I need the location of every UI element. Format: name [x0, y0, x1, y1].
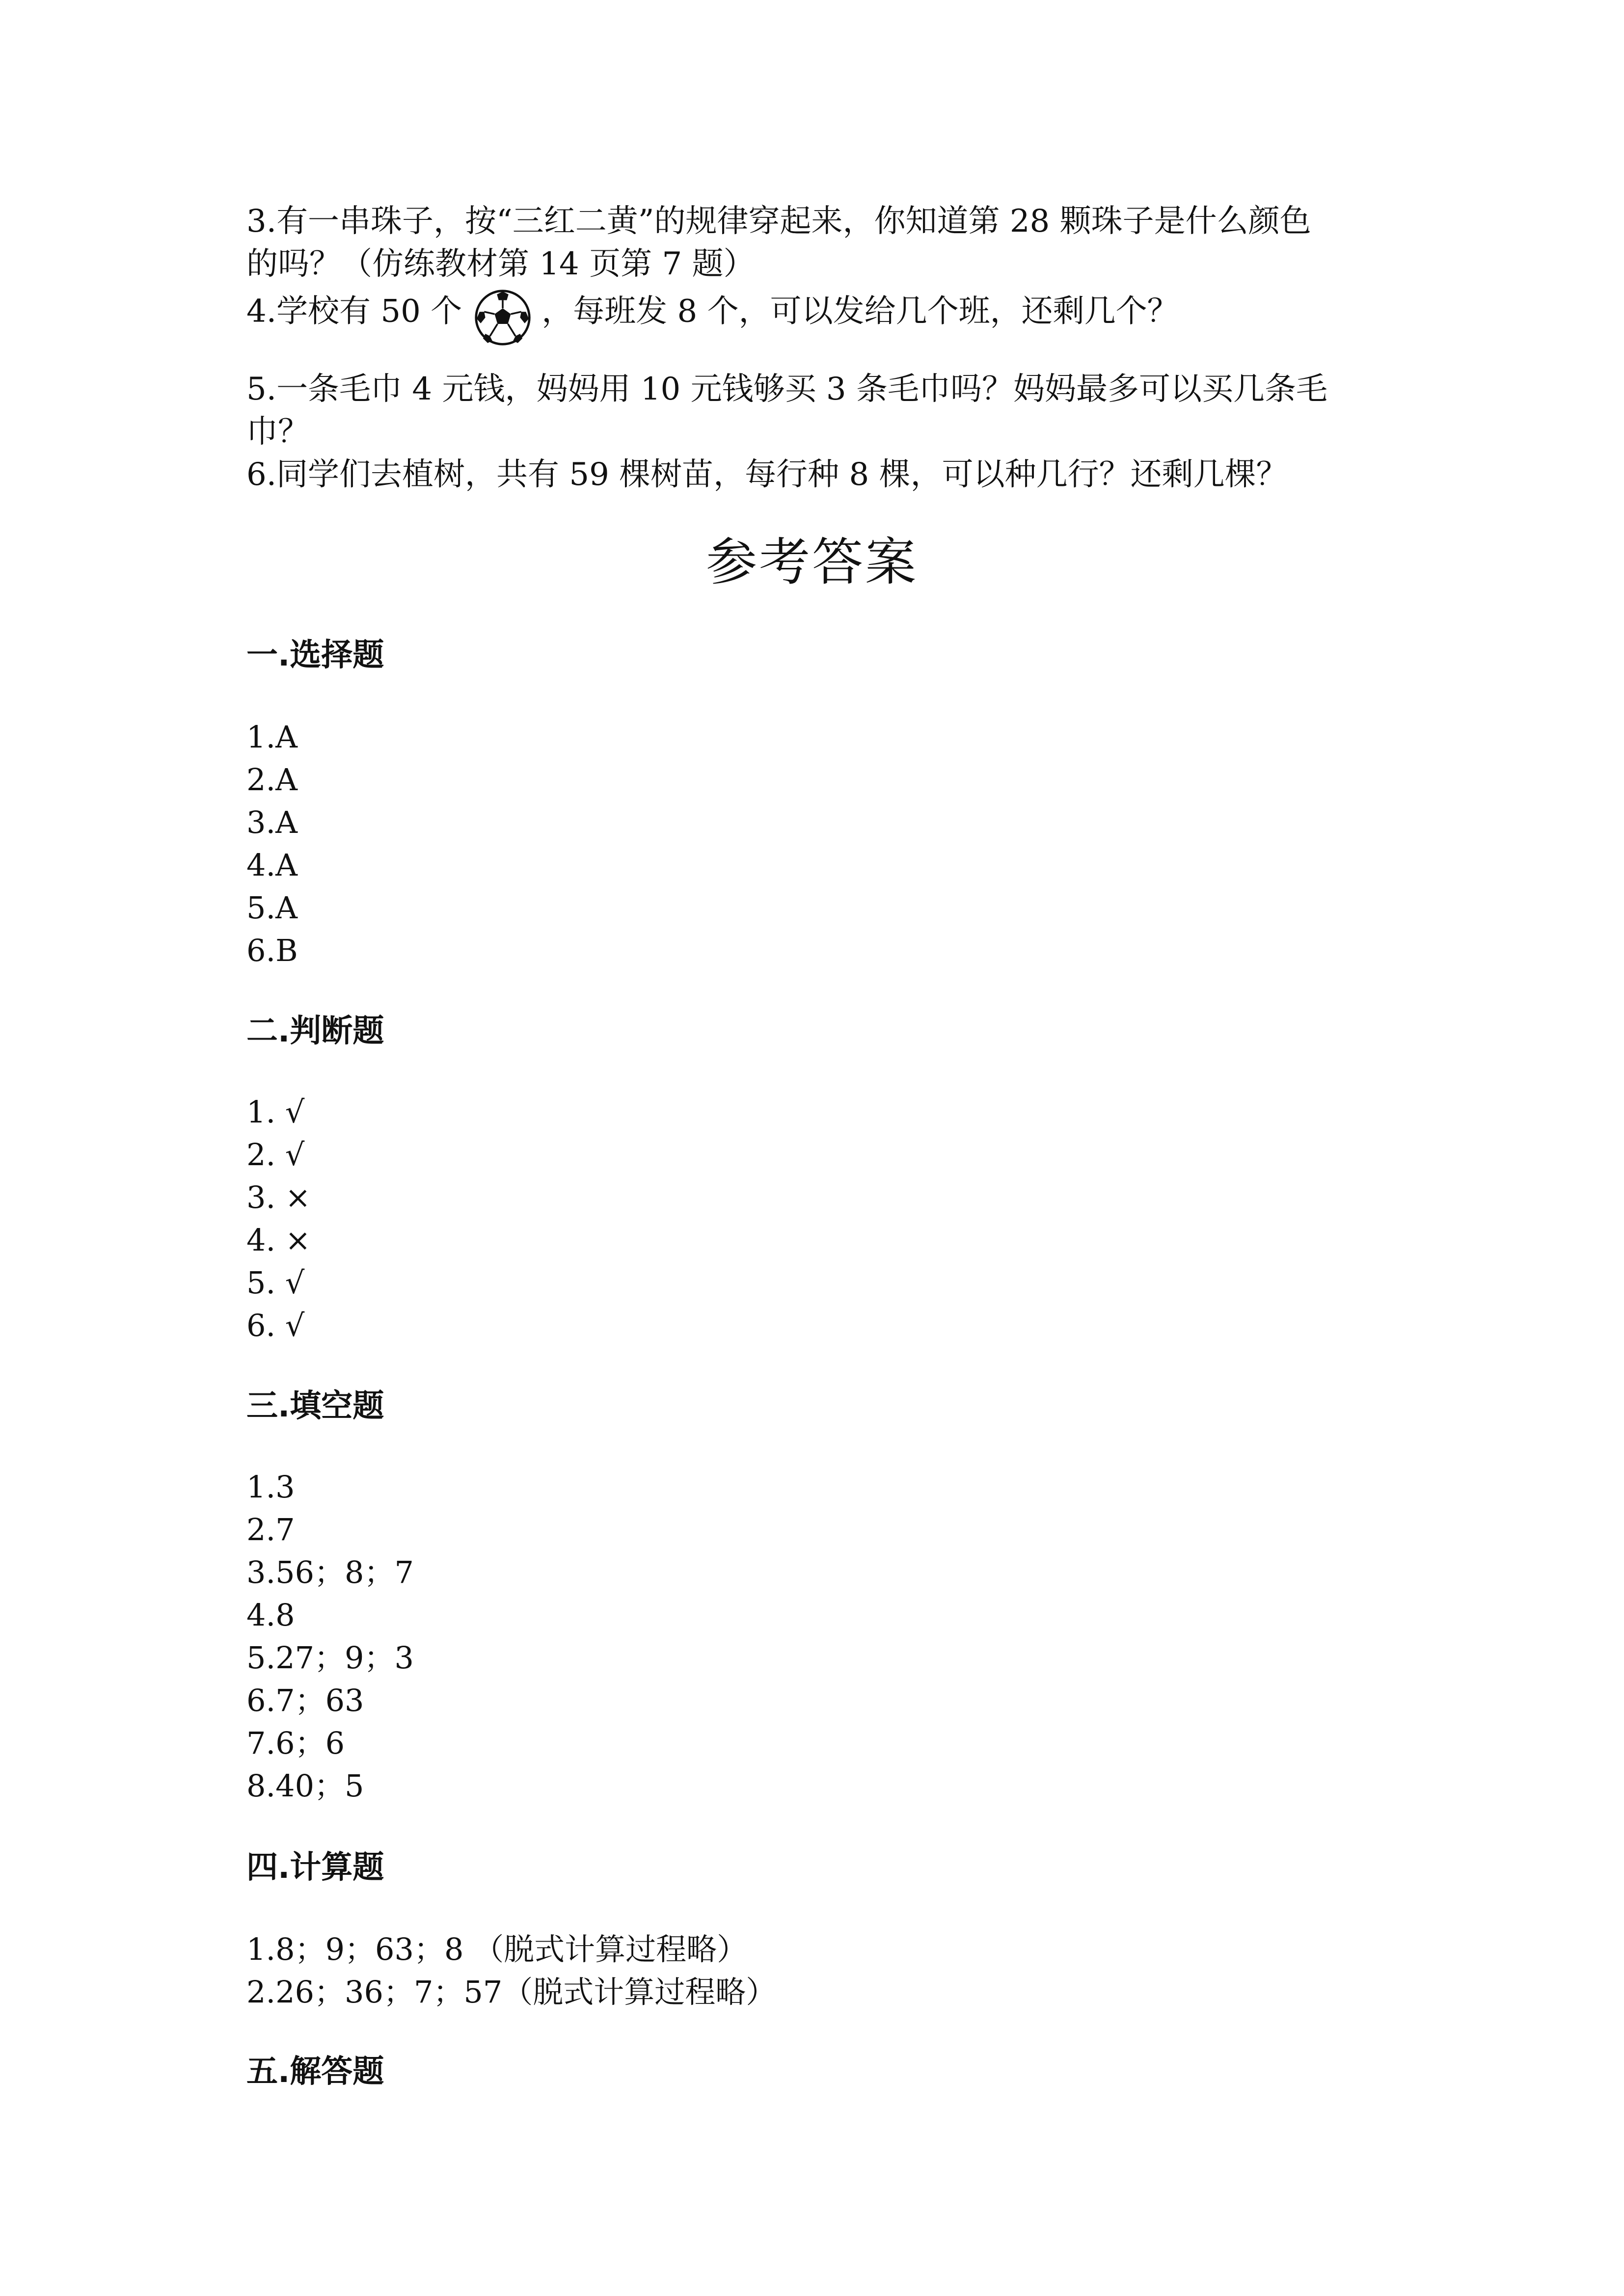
- answer-line: 3. ×: [246, 1179, 311, 1215]
- answer-line: 1.A: [246, 719, 298, 755]
- answer-line: 2. √: [246, 1137, 305, 1173]
- problem-4: [246, 285, 1385, 343]
- section-heading: 三.填空题: [246, 1388, 384, 1424]
- section-word-problems: [246, 2050, 1385, 2094]
- answer-line: 4.8: [246, 1597, 295, 1633]
- answer-line: 2.26；36；7；57（脱式计算过程略）: [246, 1974, 777, 2010]
- section-heading: 二.判断题: [246, 1013, 384, 1049]
- section-judgment: [246, 1009, 1385, 1053]
- answer-line: 1. √: [246, 1094, 305, 1130]
- section-judgment-answers: [246, 1091, 1385, 1347]
- section-heading: 五.解答题: [246, 2054, 384, 2090]
- problem-3-line-1: 3.有一串珠子，按“三红二黄”的规律穿起来，你知道第 28 颗珠子是什么颜色: [246, 203, 1311, 240]
- section-calculation: [246, 1845, 1385, 1890]
- answer-line: 5. √: [246, 1265, 305, 1301]
- answer-line: 8.40；5: [246, 1768, 364, 1804]
- answer-line: 7.6；6: [246, 1725, 345, 1761]
- answer-line: 3.56；8；7: [246, 1554, 414, 1590]
- problem-4-line: [246, 285, 1385, 343]
- problem-5-line-1: 5.一条毛巾 4 元钱，妈妈用 10 元钱够买 3 条毛巾吗？妈妈最多可以买几条毛: [246, 371, 1327, 407]
- problem-6: [246, 454, 1385, 496]
- problem-4-text-after: ，每班发 8 个，可以发给几个班，还剩几个？: [541, 293, 1179, 330]
- answer-line: 4.A: [246, 847, 298, 883]
- answer-line: 1.8；9；63；8 （脱式计算过程略）: [246, 1931, 748, 1967]
- problem-3-line-2: 的吗？（仿练教材第 14 页第 7 题）: [246, 246, 755, 282]
- answer-line: 4. ×: [246, 1222, 311, 1258]
- answer-line: 6. √: [246, 1308, 305, 1343]
- section-heading: 四.计算题: [246, 1849, 384, 1886]
- section-choice: [246, 633, 1385, 677]
- problem-5-line-2: 巾？: [246, 414, 309, 450]
- problem-3: [246, 200, 1385, 286]
- answer-line: 6.B: [246, 933, 298, 968]
- problem-5: [246, 368, 1385, 454]
- section-fill-blank-answers: [246, 1466, 1385, 1807]
- answer-line: 3.A: [246, 804, 298, 840]
- answer-line: 2.7: [246, 1512, 295, 1548]
- problem-4-text-before: 4.学校有 50 个: [246, 293, 462, 330]
- problem-6-line: 6.同学们去植树，共有 59 棵树苗，每行种 8 棵，可以种几行？还剩几棵？: [246, 456, 1288, 493]
- answer-key-title: 参考答案: [705, 532, 918, 592]
- section-calculation-answers: [246, 1928, 1385, 2013]
- soccer-ball-icon: [474, 289, 532, 347]
- answer-line: 5.27；9；3: [246, 1640, 414, 1676]
- answer-line: 6.7；63: [246, 1682, 364, 1718]
- section-fill-blank: [246, 1384, 1385, 1428]
- section-choice-answers: [246, 716, 1385, 972]
- answer-line: 2.A: [246, 762, 298, 798]
- answer-line: 1.3: [246, 1469, 295, 1505]
- answer-line: 5.A: [246, 890, 298, 926]
- section-heading: 一.选择题: [246, 637, 384, 673]
